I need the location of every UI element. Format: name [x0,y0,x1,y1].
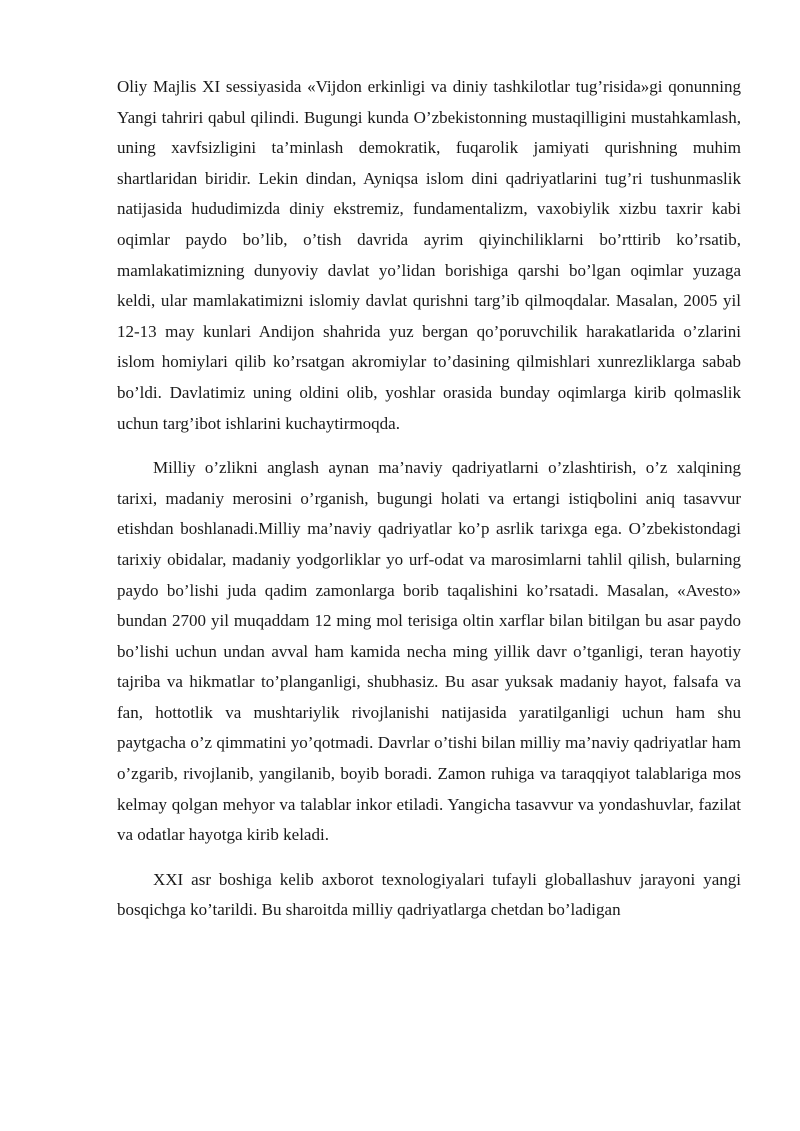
paragraph-religious-law: Oliy Majlis XI sessiyasida «Vijdon erkinligi va diniy tashkilotlar tug’risida»gi qonunning Yangi tahriri qabul qilindi. Bugungi kunda O’zbekistonning mustaqilligini mustahkamlash, uning xavfsizligini ta’minlash demokratik, fuqarolik jamiyati qurishning muhim shartlaridan biridir. Lekin dindan, Ayniqsa islom dini qadriyatlarini tug’ri tushunmaslik natijasida hududimizda diniy ekstremiz, fundamentalizm, vaxobiylik xizbu taxrir kabi oqimlar paydo bo’lib, o’tish davrida ayrim qiyinchiliklarni bo’rttirib ko’rsatib, mamlakatimizning dunyoviy davlat yo’lidan borishiga qarshi bo’lgan oqimlar yuzaga keldi, ular mamlakatimizni islomiy davlat qurishni targ’ib qilmoqdalar. Masalan, 2005 yil 12-13 may kunlari Andijon shahrida yuz bergan qo’poruvchilik harakatlarida o’zlarini islom homiylari qilib ko’rsatgan akromiylar to’dasining qilmishlari xunrezliklarga sabab bo’ldi. Davlatimiz uning oldini olib, yoshlar orasida bunday oqimlarga kirib qolmaslik uchun targ’ibot ishlarini kuchaytirmoqda. [117,77,741,433]
paragraph-globalization: XXI asr boshiga kelib axborot texnologiyalari tufayli globallashuv jarayoni yangi bosqichga ko’tarildi. Bu sharoitda milliy qadriyatlarga chetdan bo’ladigan [117,869,741,920]
paragraph-national-values: Milliy o’zlikni anglash aynan ma’naviy qadriyatlarni o’zlashtirish, o’z xalqining tarixi, madaniy merosini o’rganish, bugungi holati va ertangi istiqbolini aniq tasavvur etishdan boshlanadi.Milliy ma’naviy qadriyatlar ko’p asrlik tarixga ega. O’zbekistondagi tarixiy obidalar, madaniy yodgorliklar yo urf-odat va marosimlarni tahlil qilish, bularning paydo bo’lishi juda qadim zamonlarga borib taqalishini ko’rsatadi. Masalan, «Avesto» bundan 2700 yil muqaddam 12 ming mol terisiga oltin xarflar bilan bitilgan bu asar paydo bo’lishi uchun undan avval ham kamida necha ming yillik davr o’tganligi, teran hayotiy tajriba va hikmatlar to’planganligi, shubhasiz. Bu asar yuksak madaniy hayot, falsafa va fan, hottotlik va mushtariylik rivojlanishi natijasida yaratilganligi uchun ham shu paytgacha o’z qimmatini yo’qotmadi. Davrlar o’tishi bilan milliy ma’naviy qadriyatlar ham o’zgarib, rivojlanib, yangilanib, boyib boradi. Zamon ruhiga va taraqqiyot talablariga mos kelmay qolgan mehyor va talablar inkor etiladi. Yangicha tasavvur va yondashuvlar, fazilat va odatlar hayotga kirib keladi. [117,458,741,845]
document-page [117,72,741,940]
